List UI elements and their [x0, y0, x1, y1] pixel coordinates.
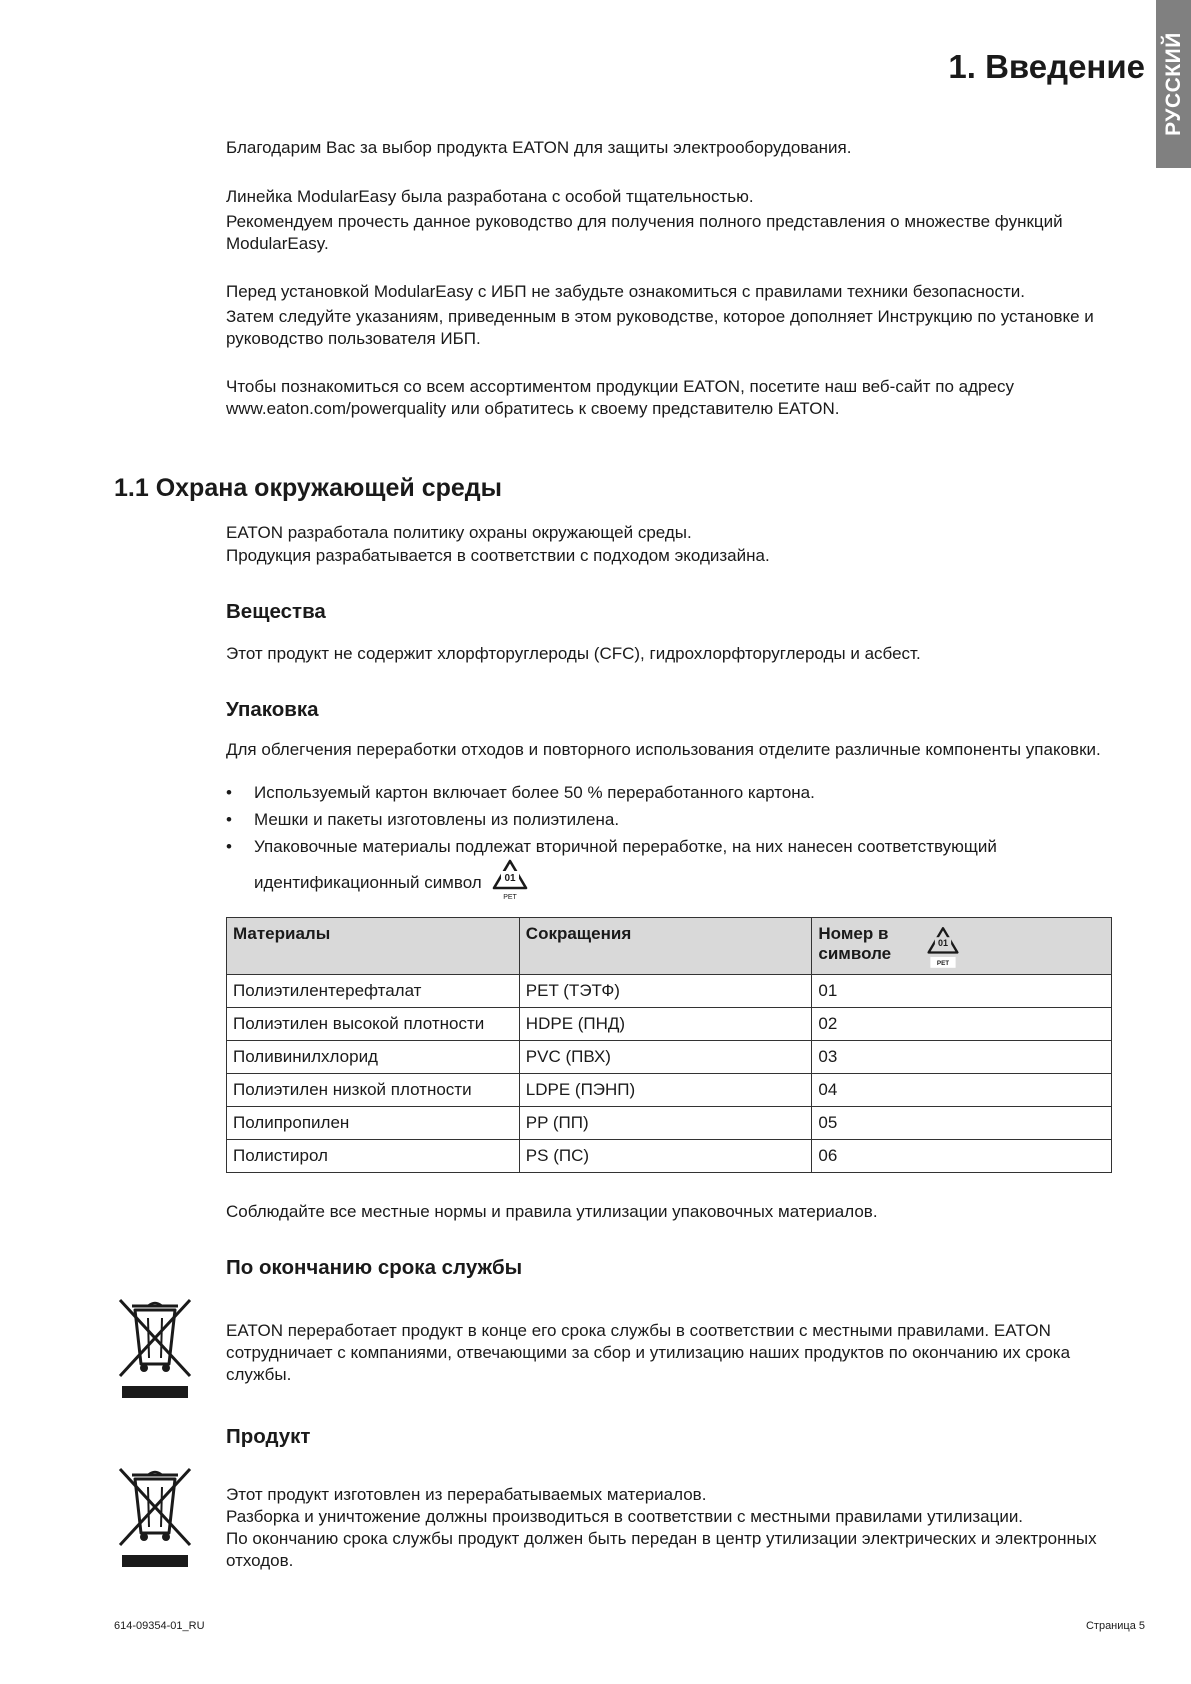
- end-of-life-heading: По окончанию срока службы: [226, 1256, 523, 1279]
- bullet-text: Мешки и пакеты изготовлены из полиэтилена.: [254, 810, 620, 829]
- list-item: [226, 782, 1126, 804]
- header-symbol-number: [812, 918, 1112, 975]
- intro-paragraph-2b: Рекомендуем прочесть данное руководство для получения полного представления о множестве функций ModularEasy.: [226, 212, 1063, 253]
- table-row: [227, 1140, 1112, 1173]
- recycle-label: PET: [936, 960, 950, 968]
- product-text-1: Этот продукт изготовлен из перерабатываемых материалов.: [226, 1485, 707, 1504]
- substances-heading: Вещества: [226, 600, 326, 623]
- language-tab: [1156, 0, 1191, 168]
- table-row: [227, 1041, 1112, 1074]
- header-materials: Материалы: [227, 918, 520, 975]
- table-cell: 03: [812, 1041, 1112, 1074]
- header-symbol-number-label: Номер в символе: [818, 924, 892, 963]
- recycle-pet-icon: [490, 858, 530, 908]
- table-cell: 04: [812, 1074, 1112, 1107]
- recycle-code: 01: [937, 938, 949, 949]
- section-paragraph-1: EATON разработала политику охраны окружающей среды.: [226, 523, 692, 542]
- table-cell: 02: [812, 1008, 1112, 1041]
- product-text-3: По окончанию срока службы продукт должен быть передан в центр утилизации электрических и электронных отходов.: [226, 1529, 1097, 1570]
- recycle-code: 01: [504, 873, 517, 884]
- packaging-heading: Упаковка: [226, 698, 319, 721]
- end-of-life-text: EATON переработает продукт в конце его срока службы в соответствии с местными правилами. EATON сотрудничает с компаниями, отвечающими за сбор и утилизацию наших продуктов по окончанию их срока службы.: [226, 1321, 1071, 1384]
- product-heading: Продукт: [226, 1425, 311, 1448]
- table-cell: 01: [812, 975, 1112, 1008]
- table-cell: Полипропилен: [227, 1107, 520, 1140]
- packaging-note: Соблюдайте все местные нормы и правила утилизации упаковочных материалов.: [226, 1202, 878, 1221]
- packaging-intro: Для облегчения переработки отходов и повторного использования отделите различные компоненты упаковки.: [226, 740, 1101, 759]
- recycle-pet-icon: [925, 925, 961, 976]
- table-cell: Полиэтилентерефталат: [227, 975, 520, 1008]
- list-item: [226, 809, 1126, 831]
- materials-table: [226, 917, 1112, 1173]
- table-cell: Полистирол: [227, 1140, 520, 1173]
- language-tab-label: РУССКИЙ: [1161, 32, 1185, 136]
- table-row: [227, 1074, 1112, 1107]
- table-cell: 06: [812, 1140, 1112, 1173]
- product-text-2: Разборка и уничтожение должны производиться в соответствии с местными правилами утилизации.: [226, 1507, 1024, 1526]
- table-row: [227, 1008, 1112, 1041]
- header-abbreviations: Сокращения: [519, 918, 812, 975]
- table-row: [227, 1107, 1112, 1140]
- table-row: [227, 975, 1112, 1008]
- recycle-label: PET: [503, 894, 518, 901]
- intro-paragraph-1: Благодарим Вас за выбор продукта EATON для защиты электрооборудования.: [226, 138, 852, 157]
- weee-crossed-bin-icon: [118, 1298, 192, 1402]
- table-cell: Полиэтилен высокой плотности: [227, 1008, 520, 1041]
- intro-paragraph-4: Чтобы познакомиться со всем ассортиментом продукции EATON, посетите наш веб-сайт по адресу www.eaton.com/powerquality или обратитесь к своему представителю EATON.: [226, 377, 1014, 418]
- table-cell: PS (ПС): [519, 1140, 812, 1173]
- table-cell: PET (ТЭТФ): [519, 975, 812, 1008]
- table-cell: LDPE (ПЭНП): [519, 1074, 812, 1107]
- bullet-text: Используемый картон включает более 50 % переработанного картона.: [254, 783, 815, 802]
- table-cell: PVC (ПВХ): [519, 1041, 812, 1074]
- bullet-text: Упаковочные материалы подлежат вторичной переработке, на них нанесен соответствующий идентификационный символ: [254, 837, 997, 892]
- intro-paragraph-3a: Перед установкой ModularEasy с ИБП не забудьте ознакомиться с правилами техники безопасности.: [226, 282, 1025, 301]
- table-cell: Полиэтилен низкой плотности: [227, 1074, 520, 1107]
- table-cell: 05: [812, 1107, 1112, 1140]
- table-cell: Поливинилхлорид: [227, 1041, 520, 1074]
- intro-paragraph-3b: Затем следуйте указаниям, приведенным в этом руководстве, которое дополняет Инструкцию по установке и руководство пользователя ИБП.: [226, 307, 1094, 348]
- table-cell: HDPE (ПНД): [519, 1008, 812, 1041]
- section-paragraph-2: Продукция разрабатывается в соответствии с подходом экодизайна.: [226, 546, 770, 565]
- table-header-row: [227, 918, 1112, 975]
- section-title: 1.1 Охрана окружающей среды: [114, 474, 503, 502]
- substances-text: Этот продукт не содержит хлорфторуглероды (CFC), гидрохлорфторуглероды и асбест.: [226, 644, 921, 663]
- weee-crossed-bin-icon: [118, 1467, 192, 1571]
- table-cell: PP (ПП): [519, 1107, 812, 1140]
- list-item: [226, 836, 1126, 908]
- footer-doc-number: 614-09354-01_RU: [114, 1620, 205, 1632]
- intro-paragraph-2a: Линейка ModularEasy была разработана с особой тщательностью.: [226, 187, 754, 206]
- footer-page-number: Страница 5: [1085, 1620, 1145, 1632]
- packaging-bullet-list: [226, 782, 1126, 913]
- chapter-title: 1. Введение: [948, 48, 1145, 85]
